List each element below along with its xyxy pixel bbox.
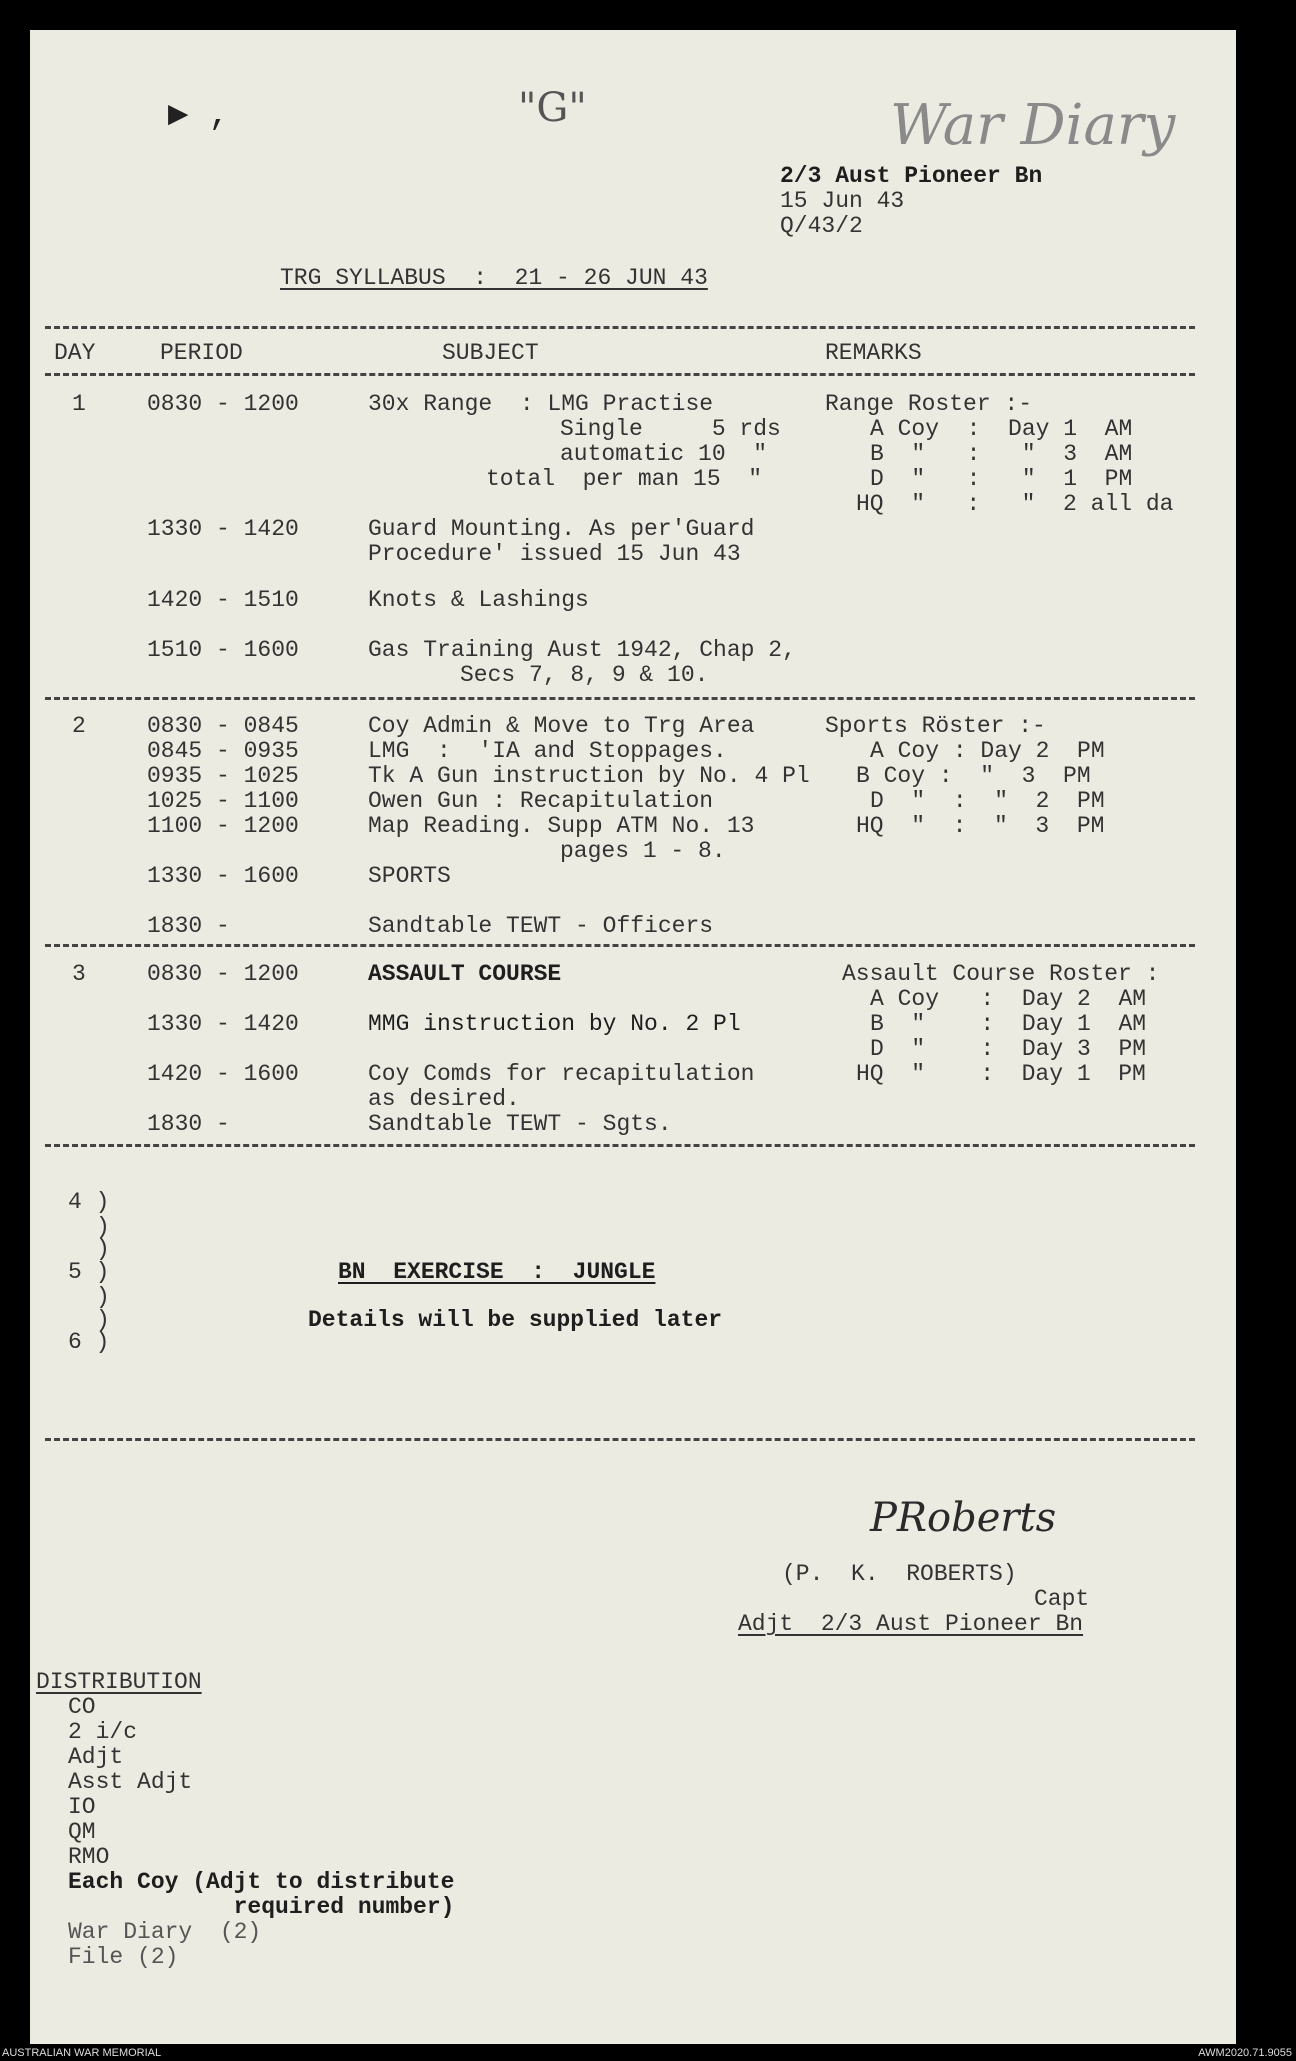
stamp-marks: ▶ , [168, 97, 230, 135]
day-number: 3 [72, 961, 86, 987]
subject: Single 5 rds [560, 416, 781, 442]
remarks-line: Sports Röster :- [825, 713, 1046, 739]
subject: as desired. [368, 1086, 520, 1112]
subject: ASSAULT COURSE [368, 961, 562, 987]
subject: total per man 15 " [486, 466, 763, 492]
subject: Knots & Lashings [368, 587, 589, 613]
day-bracket: 5 ) [68, 1259, 110, 1285]
period: 1420 - 1600 [147, 1061, 299, 1087]
signatory-name: (P. K. ROBERTS) [782, 1561, 1017, 1587]
period: 0845 - 0935 [147, 738, 299, 764]
divider [45, 1144, 1195, 1147]
document-page [30, 30, 1236, 2044]
syllabus-title: TRG SYLLABUS : 21 - 26 JUN 43 [280, 265, 708, 291]
remarks-line: A Coy : Day 1 AM [870, 416, 1133, 442]
remarks-line: D " : " 2 PM [870, 788, 1105, 814]
subject: Owen Gun : Recapitulation [368, 788, 714, 814]
subject: MMG instruction by No. 2 Pl [368, 1011, 741, 1037]
subject: Gas Training Aust 1942, Chap 2, [368, 637, 796, 663]
distribution-item: required number) [68, 1894, 455, 1920]
remarks-line: B " : " 3 AM [870, 441, 1133, 467]
signature-scrawl: PRoberts [870, 1495, 1057, 1541]
remarks-line: D " : " 1 PM [870, 466, 1133, 492]
footer-credit: AUSTRALIAN WAR MEMORIAL [2, 2047, 162, 2059]
divider [45, 944, 1195, 947]
subject: automatic 10 " [560, 441, 768, 467]
signatory-appointment: Adjt 2/3 Aust Pioneer Bn [738, 1611, 1084, 1637]
period: 1330 - 1420 [147, 1011, 299, 1037]
exercise-details: Details will be supplied later [308, 1307, 723, 1333]
distribution-item: 2 i/c [68, 1719, 138, 1745]
distribution-item: File (2) [68, 1944, 179, 1970]
period: 0830 - 1200 [147, 961, 299, 987]
period: 1510 - 1600 [147, 637, 299, 663]
subject: Tk A Gun instruction by No. 4 Pl [368, 763, 810, 789]
subject: Map Reading. Supp ATM No. 13 [368, 813, 755, 839]
period: 0935 - 1025 [147, 763, 299, 789]
day-bracket: ) [96, 1284, 110, 1310]
remarks-line: A Coy : Day 2 AM [870, 986, 1147, 1012]
subject: pages 1 - 8. [560, 838, 726, 864]
distribution-item: RMO [68, 1844, 110, 1870]
divider [45, 697, 1195, 700]
day-bracket: 4 ) [68, 1189, 110, 1215]
subject: Sandtable TEWT - Sgts. [368, 1111, 672, 1137]
footer-catalogue-number: AWM2020.71.9055 [1198, 2047, 1292, 2059]
day-bracket: 6 ) [68, 1329, 110, 1355]
remarks-line: B Coy : " 3 PM [856, 763, 1091, 789]
period: 1025 - 1100 [147, 788, 299, 814]
period: 1420 - 1510 [147, 587, 299, 613]
remarks-line: Range Roster :- [825, 391, 1033, 417]
remarks-line: Assault Course Roster : [842, 961, 1160, 987]
divider [45, 373, 1195, 376]
exercise-title: BN EXERCISE : JUNGLE [338, 1259, 656, 1285]
remarks-line: HQ " : " 2 all da [856, 491, 1174, 517]
column-period: PERIOD [160, 340, 243, 366]
subject: Sandtable TEWT - Officers [368, 913, 714, 939]
subject: Coy Admin & Move to Trg Area [368, 713, 755, 739]
period: 1830 - [147, 913, 230, 939]
divider [45, 326, 1195, 329]
day-bracket: ) [96, 1236, 110, 1262]
subject: 30x Range : LMG Practise [368, 391, 714, 417]
subject: Secs 7, 8, 9 & 10. [460, 662, 709, 688]
distribution-item: War Diary (2) [68, 1919, 262, 1945]
distribution-item: Adjt [68, 1744, 124, 1770]
distribution-item: IO [68, 1794, 96, 1820]
distribution-item: CO [68, 1694, 96, 1720]
document-reference: Q/43/2 [780, 213, 863, 239]
day-bracket: ) [96, 1214, 110, 1240]
remarks-line: HQ " : Day 1 PM [856, 1061, 1146, 1087]
divider [45, 1438, 1195, 1441]
column-day: DAY [54, 340, 96, 366]
document-date: 15 Jun 43 [780, 188, 905, 214]
day-bracket: ) [96, 1307, 110, 1333]
period: 1830 - [147, 1111, 230, 1137]
subject: SPORTS [368, 863, 451, 889]
subject: Guard Mounting. As per'Guard [368, 516, 755, 542]
subject: Coy Comds for recapitulation [368, 1061, 755, 1087]
remarks-line: D " : Day 3 PM [870, 1036, 1147, 1062]
period: 0830 - 1200 [147, 391, 299, 417]
distribution-item: Each Coy (Adjt to distribute [68, 1869, 455, 1895]
period: 1330 - 1600 [147, 863, 299, 889]
distribution-item: Asst Adjt [68, 1769, 193, 1795]
distribution-item: QM [68, 1819, 96, 1845]
stamp-g: "G" [518, 85, 587, 131]
distribution-heading: DISTRIBUTION [36, 1669, 202, 1695]
handwritten-war-diary: War Diary [890, 93, 1176, 158]
column-subject: SUBJECT [442, 340, 539, 366]
signatory-rank: Capt [1034, 1586, 1090, 1612]
remarks-line: B " : Day 1 AM [870, 1011, 1147, 1037]
period: 1100 - 1200 [147, 813, 299, 839]
subject: LMG : 'IA and Stoppages. [368, 738, 727, 764]
period: 0830 - 0845 [147, 713, 299, 739]
subject: Procedure' issued 15 Jun 43 [368, 541, 741, 567]
unit-header: 2/3 Aust Pioneer Bn [780, 163, 1043, 189]
column-remarks: REMARKS [825, 340, 922, 366]
day-number: 2 [72, 713, 86, 739]
remarks-line: A Coy : Day 2 PM [870, 738, 1105, 764]
remarks-line: HQ " : " 3 PM [856, 813, 1105, 839]
period: 1330 - 1420 [147, 516, 299, 542]
day-number: 1 [72, 391, 86, 417]
